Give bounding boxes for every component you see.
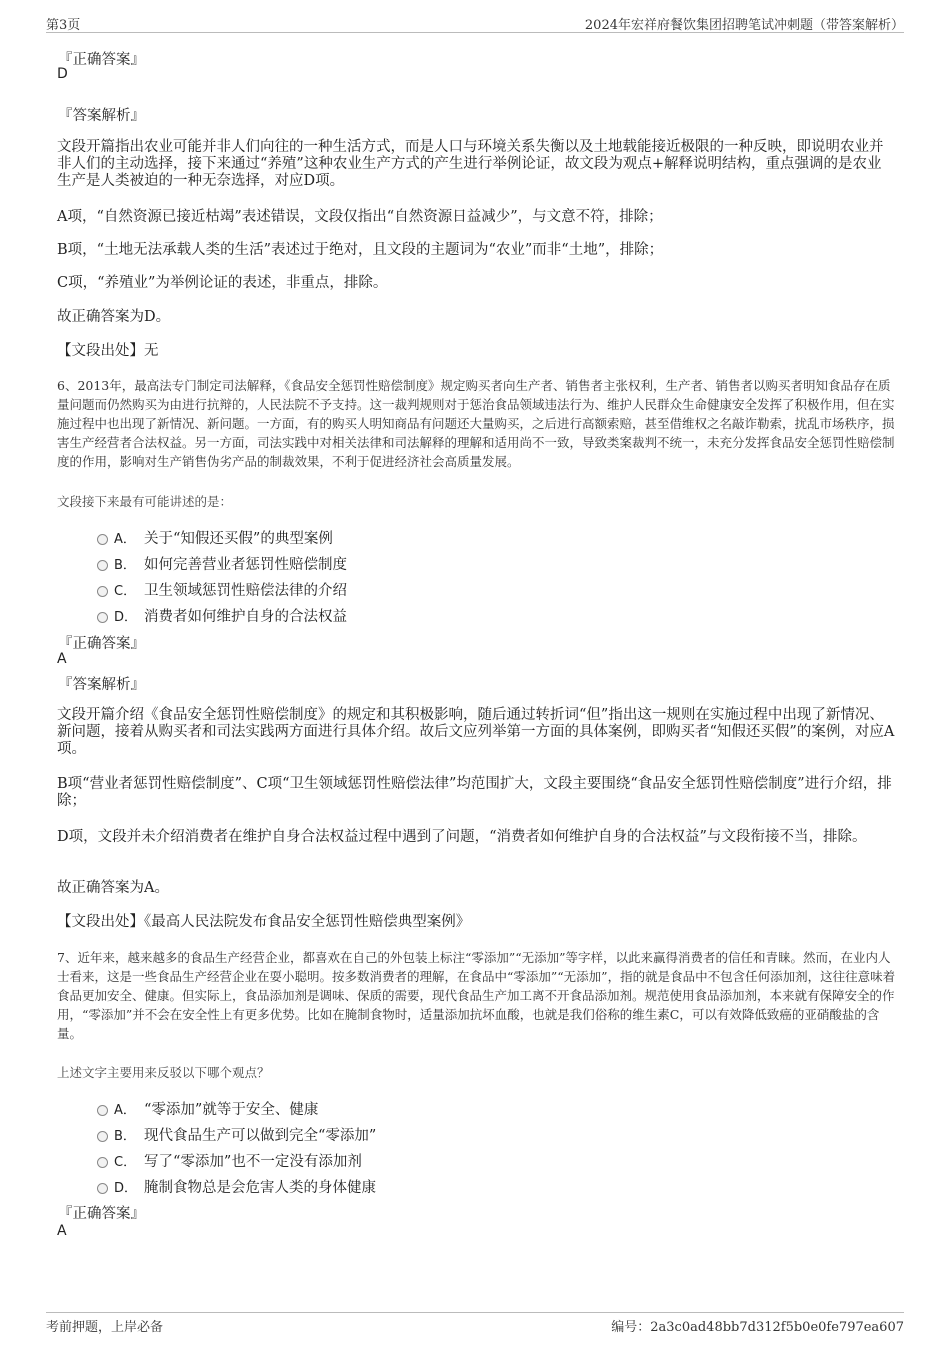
- question-6-stem: 6、2013年，最高法专门制定司法解释，《食品安全惩罚性赔偿制度》规定购买者向生产者、销售者主张权利，生产者、销售者以购买者明知食品存在质量问题而仍然购买为由进行抗辩的，人民法院不予支持。这一裁判规则对于惩治食品领域违法行为、维护人民群众生命健康安全发挥了积极作用，但在实施过程中也出现了新情况、新问题。一方面，有的购买人明知商品有问题还大量购买，之后进行高额索赔，甚至借维权之名敲诈勒索，扰乱市场秩序，损害生产经营者合法权益。另一方面，司法实践中对相关法律和司法解释的理解和适用尚不一致，导致类案裁判不统一，未充分发挥食品安全惩罚性赔偿制度的作用，影响对生产销售伪劣产品的制裁效果，不利于促进经济社会高质量发展。: [57, 378, 895, 469]
- radio-icon[interactable]: [97, 560, 108, 571]
- analysis-paragraph: B项“营业者惩罚性赔偿制度”、C项“卫生领域惩罚性赔偿法律”均范围扩大，文段主要围绕“食品安全惩罚性赔偿制度”进行介绍，排除；: [57, 776, 892, 809]
- question-6-option-a[interactable]: A． 关于“知假还买假”的典型案例: [97, 527, 333, 545]
- correct-answer-value: A: [57, 651, 67, 667]
- page-number: 第3页: [46, 18, 81, 33]
- analysis-label: 『答案解析』: [58, 677, 145, 693]
- radio-icon[interactable]: [97, 1157, 108, 1168]
- question-6-prompt: 文段接下来最有可能讲述的是：: [57, 494, 233, 509]
- footer-slogan: 考前押题，上岸必备: [46, 1320, 164, 1335]
- correct-answer-label: 『正确答案』: [58, 52, 145, 68]
- radio-icon[interactable]: [97, 612, 108, 623]
- radio-icon[interactable]: [97, 1183, 108, 1194]
- correct-answer-label: 『正确答案』: [58, 636, 145, 652]
- source-note: 【文段出处】《最高人民法院发布食品安全惩罚性赔偿典型案例》: [57, 914, 471, 930]
- correct-answer-label: 『正确答案』: [58, 1206, 145, 1222]
- question-7-option-a[interactable]: A． “零添加”就等于安全、健康: [97, 1098, 318, 1116]
- page-footer: [46, 1312, 904, 1337]
- question-7-option-c[interactable]: C． 写了“零添加”也不一定没有添加剂: [97, 1150, 362, 1168]
- question-6-option-d[interactable]: D． 消费者如何维护自身的合法权益: [97, 605, 347, 623]
- document-code: 编号：2a3c0ad48bb7d312f5b0e0fe797ea607: [611, 1320, 904, 1335]
- analysis-paragraph: 文段开篇指出农业可能并非人们向往的一种生活方式，而是人口与环境关系失衡以及土地载能接近极限的一种反映，即说明农业并非人们的主动选择，接下来通过“养殖”这种农业生产方式的产生进行举例论证，故文段为观点+解释说明结构，重点强调的是农业生产是人类被迫的一种无奈选择，对应D项。: [57, 139, 884, 189]
- question-7-prompt: 上述文字主要用来反驳以下哪个观点？: [57, 1065, 270, 1080]
- radio-icon[interactable]: [97, 586, 108, 597]
- question-7-option-d[interactable]: D． 腌制食物总是会危害人类的身体健康: [97, 1176, 376, 1194]
- analysis-label: 『答案解析』: [58, 108, 145, 124]
- radio-icon[interactable]: [97, 1131, 108, 1142]
- analysis-conclusion: 故正确答案为D。: [57, 309, 171, 325]
- analysis-paragraph: 文段开篇介绍《食品安全惩罚性赔偿制度》的规定和其积极影响，随后通过转折词“但”指出这一规则在实施过程中出现了新情况、新问题，接着从购买者和司法实践两方面进行具体介绍。故后文应列举第一方面的具体案例，即购买者“知假还买假”的案例，对应A项。: [57, 707, 895, 757]
- page-header: [46, 12, 904, 33]
- radio-icon[interactable]: [97, 1105, 108, 1116]
- analysis-paragraph: D项，文段并未介绍消费者在维护自身合法权益过程中遇到了问题，“消费者如何维护自身的合法权益”与文段衔接不当，排除。: [57, 829, 867, 845]
- document-title: 2024年宏祥府餐饮集团招聘笔试冲刺题（带答案解析）: [584, 18, 904, 33]
- analysis-paragraph: C项，“养殖业”为举例论证的表述，非重点，排除。: [57, 275, 388, 291]
- question-6-option-c[interactable]: C． 卫生领域惩罚性赔偿法律的介绍: [97, 579, 347, 597]
- analysis-conclusion: 故正确答案为A。: [57, 880, 169, 896]
- question-6-option-b[interactable]: B． 如何完善营业者惩罚性赔偿制度: [97, 553, 347, 571]
- analysis-paragraph: A项，“自然资源已接近枯竭”表述错误，文段仅指出“自然资源日益减少”，与文意不符，排除；: [57, 209, 663, 225]
- correct-answer-value: A: [57, 1223, 67, 1239]
- question-7-stem: 7、近年来，越来越多的食品生产经营企业，都喜欢在自己的外包装上标注“零添加”“无添加”等字样，以此来赢得消费者的信任和青睐。然而，在业内人士看来，这是一些食品生产经营企业在耍小聪明。按多数消费者的理解，在食品中“零添加”“无添加”，指的就是食品中不包含任何添加剂，这往往意味着食品更加安全、健康。但实际上，食品添加剂是调味、保质的需要，现代食品生产加工离不开食品添加剂。规范使用食品添加剂，本来就有保障安全的作用，“零添加”并不会在安全性上有更多优势。比如在腌制食物时，适量添加抗坏血酸，也就是我们俗称的维生素C，可以有效降低致癌的亚硝酸盐的含量。: [57, 950, 896, 1041]
- question-7-option-b[interactable]: B． 现代食品生产可以做到完全“零添加”: [97, 1124, 376, 1142]
- radio-icon[interactable]: [97, 534, 108, 545]
- analysis-paragraph: B项，“土地无法承载人类的生活”表述过于绝对，且文段的主题词为“农业”而非“土地”，排除；: [57, 242, 664, 258]
- source-note: 【文段出处】无: [57, 343, 159, 359]
- correct-answer-value: D: [57, 66, 68, 82]
